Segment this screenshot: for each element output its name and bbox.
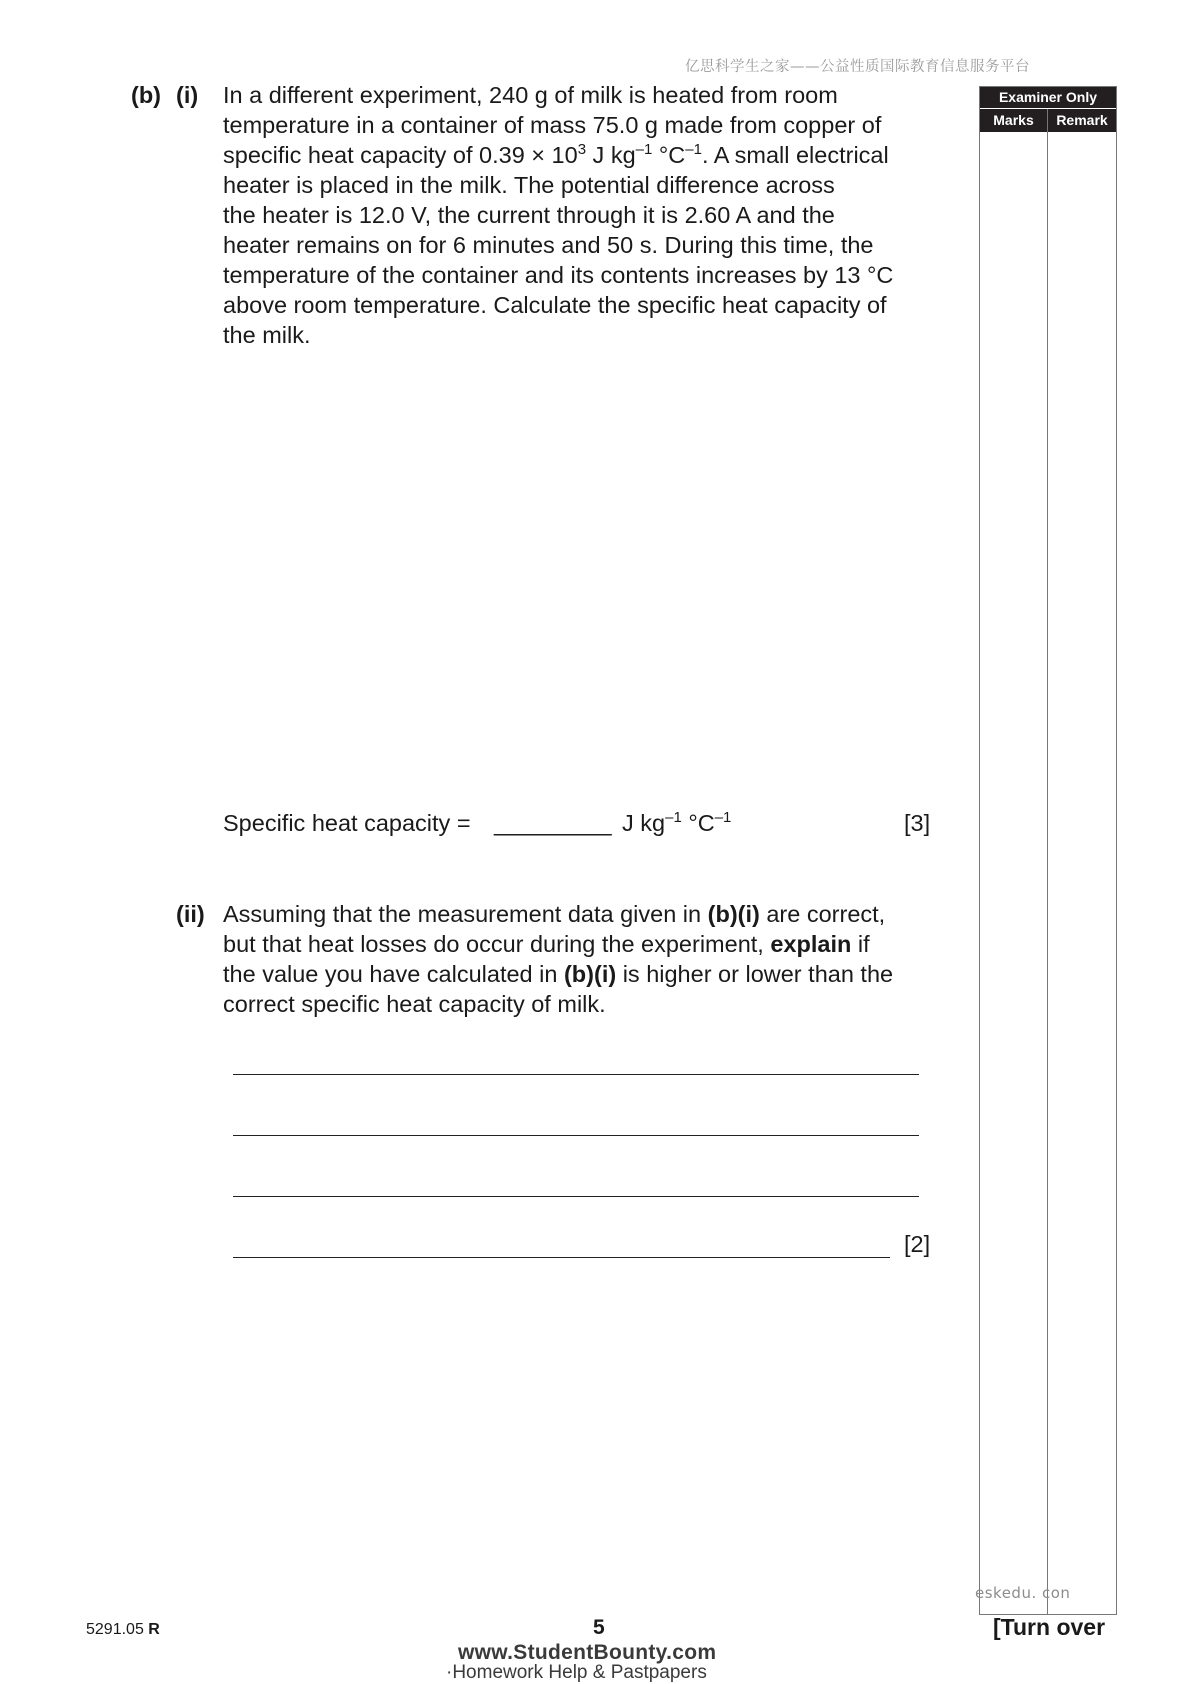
text-line: temperature of the container and its contents increases by 13 °C: [223, 262, 894, 288]
turn-over: [Turn over: [993, 1614, 1106, 1640]
marks-b-ii: [2]: [904, 1231, 931, 1257]
specific-heat-answer-label: Specific heat capacity =: [223, 810, 471, 836]
bottom-watermark: eskedu. con: [975, 1584, 1071, 1602]
top-watermark: 亿思科学生之家——公益性质国际教育信息服务平台: [685, 59, 1030, 75]
text-line: temperature in a container of mass 75.0 g made from copper of: [223, 112, 882, 138]
answer-line-4[interactable]: [233, 1257, 890, 1258]
text-line: heater is placed in the milk. The potential difference across: [223, 172, 835, 198]
specific-heat-unit: J $kg^{-1}$ $^\circ C^{-1}$: [622, 809, 732, 836]
question-label-i: (i): [176, 82, 199, 108]
text-line: In a different experiment, 240 g of milk is heated from room: [223, 82, 838, 108]
marks-column-header: Marks: [980, 109, 1047, 132]
text-line: Assuming that the measurement data given in (b)(i) are correct,: [223, 901, 886, 927]
specific-heat-answer-blank[interactable]: _________: [494, 810, 612, 836]
question-b-ii-text: [223, 899, 943, 1019]
paper-code: 5291.05 R: [86, 1621, 160, 1638]
question-label-ii: (ii): [176, 901, 205, 927]
column-divider: [1047, 109, 1048, 1614]
marks-b-i: [3]: [904, 810, 931, 836]
text-line: heater remains on for 6 minutes and 50 s. During this time, the: [223, 232, 874, 258]
text-line: the milk.: [223, 322, 311, 348]
text-line: the value you have calculated in (b)(i) is higher or lower than the: [223, 961, 894, 987]
text-line-with-units: specific heat capacity of $0.39 \times 10^3$ J $kg^{-1}$ $^\circ C^{-1}$. A small electrical: [223, 141, 889, 168]
examiner-only-title: Examiner Only: [980, 87, 1116, 108]
examiner-only-box: [979, 86, 1117, 1615]
page-number: 5: [593, 1616, 605, 1639]
brand-tagline: ·Homework Help & Pastpapers: [446, 1662, 707, 1683]
answer-line-3[interactable]: [233, 1196, 919, 1197]
question-label-b: (b): [131, 82, 162, 108]
remark-column-header: Remark: [1048, 109, 1116, 132]
question-b-i-text: [223, 80, 943, 350]
text-line: correct specific heat capacity of milk.: [223, 991, 606, 1017]
text-line: but that heat losses do occur during the experiment, explain if: [223, 931, 870, 957]
brand-website: www.StudentBounty.com: [458, 1641, 717, 1664]
text-line: above room temperature. Calculate the specific heat capacity of: [223, 292, 887, 318]
text-line: the heater is 12.0 V, the current through it is 2.60 A and the: [223, 202, 835, 228]
answer-line-2[interactable]: [233, 1135, 919, 1136]
answer-line-1[interactable]: [233, 1074, 919, 1075]
